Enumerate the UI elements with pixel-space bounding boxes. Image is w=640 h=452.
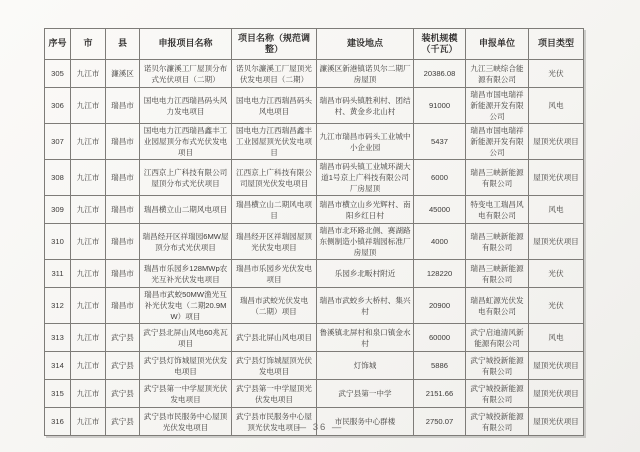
cell-project-type: 屋顶光伏项目 bbox=[529, 408, 584, 436]
cell-seq: 315 bbox=[45, 380, 71, 408]
cell-construction-site: 九江市瑞昌市码头工业城中小企业园 bbox=[317, 124, 414, 160]
cell-county: 武宁县 bbox=[106, 352, 140, 380]
cell-project-type: 屋顶光伏项目 bbox=[529, 352, 584, 380]
cell-county: 瑞昌市 bbox=[106, 88, 140, 124]
cell-applicant-unit: 特变电工瑞昌风电有限公司 bbox=[466, 196, 529, 224]
cell-adjusted-project-name: 瑞昌市乐园乡光伏发电项目 bbox=[232, 260, 317, 288]
cell-adjusted-project-name: 瑞昌经开区祥瑞园屋顶光伏发电项目 bbox=[232, 224, 317, 260]
cell-adjusted-project-name: 国电电力江西瑞昌鑫丰工业园屋顶光伏发电项目 bbox=[232, 124, 317, 160]
cell-project-type: 光伏 bbox=[529, 288, 584, 324]
cell-capacity-kw: 4000 bbox=[414, 224, 466, 260]
column-header-city: 市 bbox=[71, 29, 106, 60]
cell-declared-project-name: 武宁县第一中学屋顶光伏发电项目 bbox=[140, 380, 232, 408]
table-row bbox=[45, 288, 584, 324]
cell-city: 九江市 bbox=[71, 260, 106, 288]
cell-applicant-unit: 武宁城投新能源有限公司 bbox=[466, 408, 529, 436]
table-row bbox=[45, 380, 584, 408]
cell-seq: 314 bbox=[45, 352, 71, 380]
project-table bbox=[44, 28, 584, 436]
cell-seq: 309 bbox=[45, 196, 71, 224]
cell-declared-project-name: 武宁县灯饰城屋顶光伏发电项目 bbox=[140, 352, 232, 380]
cell-project-type: 光伏 bbox=[529, 60, 584, 88]
cell-capacity-kw: 20900 bbox=[414, 288, 466, 324]
cell-declared-project-name: 国电电力江西瑞昌鑫丰工业园屋顶分布式光伏发电项目 bbox=[140, 124, 232, 160]
cell-project-type: 风电 bbox=[529, 196, 584, 224]
cell-capacity-kw: 5886 bbox=[414, 352, 466, 380]
cell-declared-project-name: 瑞昌经开区祥瑞园6MW屋顶分布式光伏项目 bbox=[140, 224, 232, 260]
cell-city: 九江市 bbox=[71, 408, 106, 436]
table-body bbox=[45, 60, 584, 436]
table-header bbox=[45, 29, 584, 60]
cell-applicant-unit: 武宁启迪清风新能源有限公司 bbox=[466, 324, 529, 352]
cell-project-type: 屋顶光伏项目 bbox=[529, 124, 584, 160]
cell-applicant-unit: 瑞昌三峡新能源有限公司 bbox=[466, 224, 529, 260]
cell-seq: 313 bbox=[45, 324, 71, 352]
cell-applicant-unit: 瑞昌三峡新能源有限公司 bbox=[466, 260, 529, 288]
table-row bbox=[45, 324, 584, 352]
cell-applicant-unit: 九江三峡综合能源有限公司 bbox=[466, 60, 529, 88]
table-row bbox=[45, 224, 584, 260]
table-row bbox=[45, 160, 584, 196]
cell-construction-site: 市民服务中心群楼 bbox=[317, 408, 414, 436]
table-row bbox=[45, 352, 584, 380]
header-row bbox=[45, 29, 584, 60]
cell-construction-site: 灯饰城 bbox=[317, 352, 414, 380]
cell-city: 九江市 bbox=[71, 88, 106, 124]
cell-declared-project-name: 瑞昌市武蛟50MW渔光互补光伏发电（二期20.9MW）项目 bbox=[140, 288, 232, 324]
cell-city: 九江市 bbox=[71, 224, 106, 260]
cell-declared-project-name: 瑞昌市乐园乡128MWp农光互补光伏发电项目 bbox=[140, 260, 232, 288]
cell-seq: 311 bbox=[45, 260, 71, 288]
cell-adjusted-project-name: 诺贝尔濂溪工厂屋顶光伏发电项目（二期） bbox=[232, 60, 317, 88]
cell-capacity-kw: 20386.08 bbox=[414, 60, 466, 88]
cell-declared-project-name: 武宁县北屏山风电60兆瓦项目 bbox=[140, 324, 232, 352]
cell-declared-project-name: 瑞昌横立山二期风电项目 bbox=[140, 196, 232, 224]
cell-declared-project-name: 江西京上广科技有限公司屋顶分布式光伏项目 bbox=[140, 160, 232, 196]
cell-adjusted-project-name: 武宁县灯饰城屋顶光伏发电项目 bbox=[232, 352, 317, 380]
cell-capacity-kw: 2750.07 bbox=[414, 408, 466, 436]
cell-capacity-kw: 6000 bbox=[414, 160, 466, 196]
cell-declared-project-name: 武宁县市民服务中心屋顶光伏发电项目 bbox=[140, 408, 232, 436]
cell-seq: 306 bbox=[45, 88, 71, 124]
cell-capacity-kw: 45000 bbox=[414, 196, 466, 224]
column-header-project-type: 项目类型 bbox=[529, 29, 584, 60]
cell-city: 九江市 bbox=[71, 288, 106, 324]
cell-applicant-unit: 瑞昌虹源光伏发电有限公司 bbox=[466, 288, 529, 324]
page-number: — 36 — bbox=[296, 422, 344, 433]
table-row bbox=[45, 88, 584, 124]
cell-applicant-unit: 瑞昌三峡新能源有限公司 bbox=[466, 160, 529, 196]
cell-construction-site: 瑞昌市北环路北侧、赛湖路东侧制造小镇祥瑞园标准厂房屋顶 bbox=[317, 224, 414, 260]
cell-construction-site: 瑞昌市武蛟乡大桥村、集兴村 bbox=[317, 288, 414, 324]
cell-city: 九江市 bbox=[71, 352, 106, 380]
cell-city: 九江市 bbox=[71, 324, 106, 352]
cell-applicant-unit: 瑞昌市国电瑞祥新能源开发有限公司 bbox=[466, 124, 529, 160]
cell-adjusted-project-name: 武宁县第一中学屋顶光伏发电项目 bbox=[232, 380, 317, 408]
cell-construction-site: 乐园乡北畈村附近 bbox=[317, 260, 414, 288]
cell-county: 瑞昌市 bbox=[106, 196, 140, 224]
cell-construction-site: 武宁县第一中学 bbox=[317, 380, 414, 408]
cell-declared-project-name: 诺贝尔濂溪工厂屋顶分布式光伏项目（二期） bbox=[140, 60, 232, 88]
cell-county: 武宁县 bbox=[106, 408, 140, 436]
cell-adjusted-project-name: 国电电力江西瑞昌码头风电项目 bbox=[232, 88, 317, 124]
cell-applicant-unit: 瑞昌市国电瑞祥新能源开发有限公司 bbox=[466, 88, 529, 124]
table-row bbox=[45, 260, 584, 288]
cell-construction-site: 瑞昌市横立山乡光辉村、南阳乡红日村 bbox=[317, 196, 414, 224]
cell-capacity-kw: 128220 bbox=[414, 260, 466, 288]
cell-county: 瑞昌市 bbox=[106, 288, 140, 324]
cell-construction-site: 鲁溪镇北屏村和泉口镇金水村 bbox=[317, 324, 414, 352]
cell-city: 九江市 bbox=[71, 196, 106, 224]
cell-city: 九江市 bbox=[71, 160, 106, 196]
column-header-applicant-unit: 申报单位 bbox=[466, 29, 529, 60]
cell-seq: 310 bbox=[45, 224, 71, 260]
column-header-capacity-kw: 装机规模（千瓦） bbox=[414, 29, 466, 60]
cell-adjusted-project-name: 江西京上广科技有限公司屋顶光伏发电项目 bbox=[232, 160, 317, 196]
cell-county: 瑞昌市 bbox=[106, 224, 140, 260]
cell-construction-site: 瑞昌市码头镇工业城环湖大道1号京上广科技有限公司厂房屋顶 bbox=[317, 160, 414, 196]
cell-county: 瑞昌市 bbox=[106, 160, 140, 196]
cell-seq: 307 bbox=[45, 124, 71, 160]
cell-seq: 316 bbox=[45, 408, 71, 436]
column-header-declared-project-name: 申报项目名称 bbox=[140, 29, 232, 60]
table-row bbox=[45, 124, 584, 160]
cell-county: 武宁县 bbox=[106, 380, 140, 408]
column-header-county: 县 bbox=[106, 29, 140, 60]
cell-project-type: 屋顶光伏项目 bbox=[529, 380, 584, 408]
table-row bbox=[45, 60, 584, 88]
cell-seq: 308 bbox=[45, 160, 71, 196]
cell-project-type: 风电 bbox=[529, 324, 584, 352]
cell-county: 武宁县 bbox=[106, 324, 140, 352]
cell-project-type: 屋顶光伏项目 bbox=[529, 224, 584, 260]
cell-applicant-unit: 武宁城投新能源有限公司 bbox=[466, 380, 529, 408]
cell-city: 九江市 bbox=[71, 380, 106, 408]
cell-county: 瑞昌市 bbox=[106, 124, 140, 160]
cell-adjusted-project-name: 武宁县北屏山风电项目 bbox=[232, 324, 317, 352]
cell-construction-site: 濂溪区新港镇诺贝尔二期厂房屋顶 bbox=[317, 60, 414, 88]
cell-seq: 312 bbox=[45, 288, 71, 324]
table-row bbox=[45, 196, 584, 224]
column-header-adjusted-project-name: 项目名称（规范调整） bbox=[232, 29, 317, 60]
cell-project-type: 风电 bbox=[529, 88, 584, 124]
cell-project-type: 屋顶光伏项目 bbox=[529, 160, 584, 196]
cell-city: 九江市 bbox=[71, 124, 106, 160]
cell-county: 瑞昌市 bbox=[106, 260, 140, 288]
cell-capacity-kw: 60000 bbox=[414, 324, 466, 352]
cell-capacity-kw: 91000 bbox=[414, 88, 466, 124]
cell-adjusted-project-name: 瑞昌横立山二期风电项目 bbox=[232, 196, 317, 224]
cell-city: 九江市 bbox=[71, 60, 106, 88]
column-header-seq: 序号 bbox=[45, 29, 71, 60]
cell-capacity-kw: 2151.66 bbox=[414, 380, 466, 408]
cell-county: 濂溪区 bbox=[106, 60, 140, 88]
column-header-construction-site: 建设地点 bbox=[317, 29, 414, 60]
cell-capacity-kw: 5437 bbox=[414, 124, 466, 160]
cell-applicant-unit: 武宁城投新能源有限公司 bbox=[466, 352, 529, 380]
cell-declared-project-name: 国电电力江西瑞昌码头风力发电项目 bbox=[140, 88, 232, 124]
cell-construction-site: 瑞昌市码头镇胜利村、团结村、黄金乡北山村 bbox=[317, 88, 414, 124]
cell-seq: 305 bbox=[45, 60, 71, 88]
cell-adjusted-project-name: 瑞昌市武蛟光伏发电（二期）项目 bbox=[232, 288, 317, 324]
cell-project-type: 光伏 bbox=[529, 260, 584, 288]
cell-adjusted-project-name: 武宁县市民服务中心屋顶光伏发电项目 bbox=[232, 408, 317, 436]
